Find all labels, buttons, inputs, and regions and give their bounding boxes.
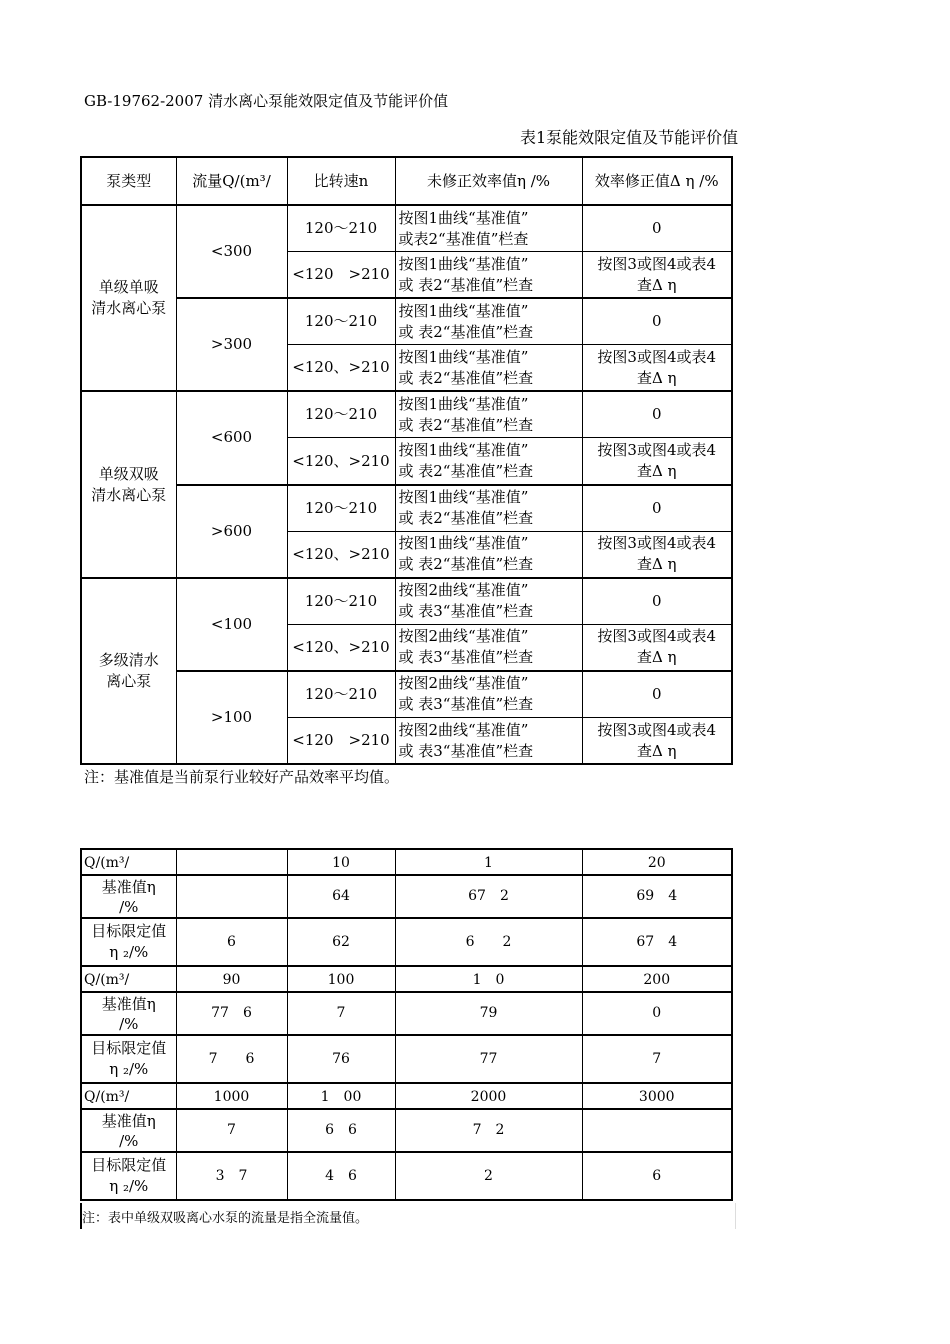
table1-header-2: 比转速n bbox=[287, 157, 395, 205]
efficiency-cell: 按图1曲线“基准值” 或表2“基准值”栏查 bbox=[395, 205, 582, 252]
speed-cell: <120 >210 bbox=[287, 718, 395, 765]
table1-row bbox=[81, 485, 732, 532]
flow-cell: <300 bbox=[176, 205, 287, 298]
target-limit-value: 7 6 bbox=[176, 1035, 287, 1083]
base-efficiency-label: 基准值η /% bbox=[81, 875, 176, 918]
speed-cell: <120、>210 bbox=[287, 624, 395, 671]
pump-type-cell: 多级清水 离心泵 bbox=[81, 578, 176, 764]
flow-cell: >100 bbox=[176, 671, 287, 764]
flow-row bbox=[81, 1083, 732, 1109]
efficiency-cell: 按图1曲线“基准值” 或 表2“基准值”栏查 bbox=[395, 438, 582, 485]
target-limit-label: 目标限定值 η ₂/% bbox=[81, 918, 176, 966]
correction-cell: 按图3或图4或表4 查Δ η bbox=[582, 345, 732, 392]
table2-note: 注：表中单级双吸离心水泵的流量是指全流量值。 bbox=[82, 1211, 369, 1226]
table1-row bbox=[81, 578, 732, 625]
flow-cell: >600 bbox=[176, 485, 287, 578]
table1-header-1: 流量Q/(m³/ bbox=[176, 157, 287, 205]
speed-cell: <120、>210 bbox=[287, 345, 395, 392]
table1-row bbox=[81, 205, 732, 252]
flow-value: 200 bbox=[582, 966, 732, 992]
base-efficiency-value: 64 bbox=[287, 875, 395, 918]
flow-label: Q/(m³/ bbox=[81, 1083, 176, 1109]
correction-cell: 按图3或图4或表4 查Δ η bbox=[582, 624, 732, 671]
table1-row bbox=[81, 671, 732, 718]
base-efficiency-value: 7 2 bbox=[395, 1109, 582, 1152]
target-limit-value: 7 bbox=[582, 1035, 732, 1083]
base-efficiency-label: 基准值η /% bbox=[81, 1109, 176, 1152]
correction-cell: 0 bbox=[582, 485, 732, 532]
base-efficiency-value: 69 4 bbox=[582, 875, 732, 918]
speed-cell: 120～210 bbox=[287, 578, 395, 625]
flow-row bbox=[81, 966, 732, 992]
base-efficiency-value bbox=[176, 875, 287, 918]
table1-caption: 表1泵能效限定值及节能评价值 bbox=[520, 128, 739, 147]
flow-value bbox=[176, 849, 287, 875]
table1-row bbox=[81, 298, 732, 345]
base-efficiency-value bbox=[582, 1109, 732, 1152]
target-limit-value: 2 bbox=[395, 1152, 582, 1200]
base-efficiency-value: 67 2 bbox=[395, 875, 582, 918]
target-limit-value: 6 bbox=[176, 918, 287, 966]
flow-value: 20 bbox=[582, 849, 732, 875]
speed-cell: 120～210 bbox=[287, 391, 395, 438]
correction-cell: 按图3或图4或表4 查Δ η bbox=[582, 252, 732, 299]
base-efficiency-value: 7 bbox=[287, 992, 395, 1035]
target-limit-value: 62 bbox=[287, 918, 395, 966]
target-limit-value: 3 7 bbox=[176, 1152, 287, 1200]
table1-note: 注：基准值是当前泵行业较好产品效率平均值。 bbox=[84, 768, 400, 786]
flow-label: Q/(m³/ bbox=[81, 849, 176, 875]
flow-value: 1 0 bbox=[395, 966, 582, 992]
speed-cell: 120～210 bbox=[287, 671, 395, 718]
pump-type-cell: 单级单吸 清水离心泵 bbox=[81, 205, 176, 391]
efficiency-cell: 按图1曲线“基准值” 或 表2“基准值”栏查 bbox=[395, 485, 582, 532]
table1-row bbox=[81, 391, 732, 438]
target-limit-value: 77 bbox=[395, 1035, 582, 1083]
base-efficiency-row bbox=[81, 992, 732, 1035]
efficiency-cell: 按图2曲线“基准值” 或 表3“基准值”栏查 bbox=[395, 671, 582, 718]
speed-cell: <120 >210 bbox=[287, 252, 395, 299]
flow-cell: <100 bbox=[176, 578, 287, 671]
speed-cell: 120～210 bbox=[287, 485, 395, 532]
speed-cell: 120～210 bbox=[287, 205, 395, 252]
table1-header-0: 泵类型 bbox=[81, 157, 176, 205]
reference-efficiency-table bbox=[80, 848, 733, 1201]
efficiency-cell: 按图2曲线“基准值” 或 表3“基准值”栏查 bbox=[395, 718, 582, 765]
flow-value: 10 bbox=[287, 849, 395, 875]
target-limit-value: 4 6 bbox=[287, 1152, 395, 1200]
flow-value: 3000 bbox=[582, 1083, 732, 1109]
base-efficiency-value: 6 6 bbox=[287, 1109, 395, 1152]
correction-cell: 0 bbox=[582, 391, 732, 438]
flow-value: 90 bbox=[176, 966, 287, 992]
target-limit-value: 6 bbox=[582, 1152, 732, 1200]
correction-cell: 按图3或图4或表4 查Δ η bbox=[582, 531, 732, 578]
flow-row bbox=[81, 849, 732, 875]
flow-label: Q/(m³/ bbox=[81, 966, 176, 992]
document-title: GB-19762-2007 清水离心泵能效限定值及节能评价值 bbox=[84, 92, 449, 110]
correction-cell: 0 bbox=[582, 205, 732, 252]
target-limit-value: 6 2 bbox=[395, 918, 582, 966]
efficiency-cell: 按图1曲线“基准值” 或 表2“基准值”栏查 bbox=[395, 252, 582, 299]
efficiency-cell: 按图1曲线“基准值” 或 表2“基准值”栏查 bbox=[395, 391, 582, 438]
base-efficiency-row bbox=[81, 875, 732, 918]
base-efficiency-value: 77 6 bbox=[176, 992, 287, 1035]
target-limit-value: 76 bbox=[287, 1035, 395, 1083]
flow-cell: <600 bbox=[176, 391, 287, 484]
flow-value: 1000 bbox=[176, 1083, 287, 1109]
base-efficiency-value: 0 bbox=[582, 992, 732, 1035]
target-limit-row bbox=[81, 1035, 732, 1083]
flow-value: 1 bbox=[395, 849, 582, 875]
base-efficiency-value: 79 bbox=[395, 992, 582, 1035]
efficiency-limits-table bbox=[80, 156, 733, 765]
efficiency-cell: 按图2曲线“基准值” 或 表3“基准值”栏查 bbox=[395, 578, 582, 625]
correction-cell: 按图3或图4或表4 查Δ η bbox=[582, 438, 732, 485]
base-efficiency-label: 基准值η /% bbox=[81, 992, 176, 1035]
flow-cell: >300 bbox=[176, 298, 287, 391]
target-limit-row bbox=[81, 1152, 732, 1200]
base-efficiency-row bbox=[81, 1109, 732, 1152]
target-limit-row bbox=[81, 918, 732, 966]
speed-cell: <120、>210 bbox=[287, 438, 395, 485]
flow-value: 2000 bbox=[395, 1083, 582, 1109]
efficiency-cell: 按图1曲线“基准值” 或 表2“基准值”栏查 bbox=[395, 531, 582, 578]
target-limit-value: 67 4 bbox=[582, 918, 732, 966]
correction-cell: 0 bbox=[582, 578, 732, 625]
base-efficiency-value: 7 bbox=[176, 1109, 287, 1152]
flow-value: 100 bbox=[287, 966, 395, 992]
table1-header-4: 效率修正值Δ η /% bbox=[582, 157, 732, 205]
efficiency-cell: 按图2曲线“基准值” 或 表3“基准值”栏查 bbox=[395, 624, 582, 671]
correction-cell: 0 bbox=[582, 298, 732, 345]
correction-cell: 按图3或图4或表4 查Δ η bbox=[582, 718, 732, 765]
speed-cell: <120、>210 bbox=[287, 531, 395, 578]
target-limit-label: 目标限定值 η ₂/% bbox=[81, 1152, 176, 1200]
flow-value: 1 00 bbox=[287, 1083, 395, 1109]
correction-cell: 0 bbox=[582, 671, 732, 718]
pump-type-cell: 单级双吸 清水离心泵 bbox=[81, 391, 176, 577]
speed-cell: 120～210 bbox=[287, 298, 395, 345]
efficiency-cell: 按图1曲线“基准值” 或 表2“基准值”栏查 bbox=[395, 298, 582, 345]
efficiency-cell: 按图1曲线“基准值” 或 表2“基准值”栏查 bbox=[395, 345, 582, 392]
table1-header-3: 未修正效率值η /% bbox=[395, 157, 582, 205]
target-limit-label: 目标限定值 η ₂/% bbox=[81, 1035, 176, 1083]
